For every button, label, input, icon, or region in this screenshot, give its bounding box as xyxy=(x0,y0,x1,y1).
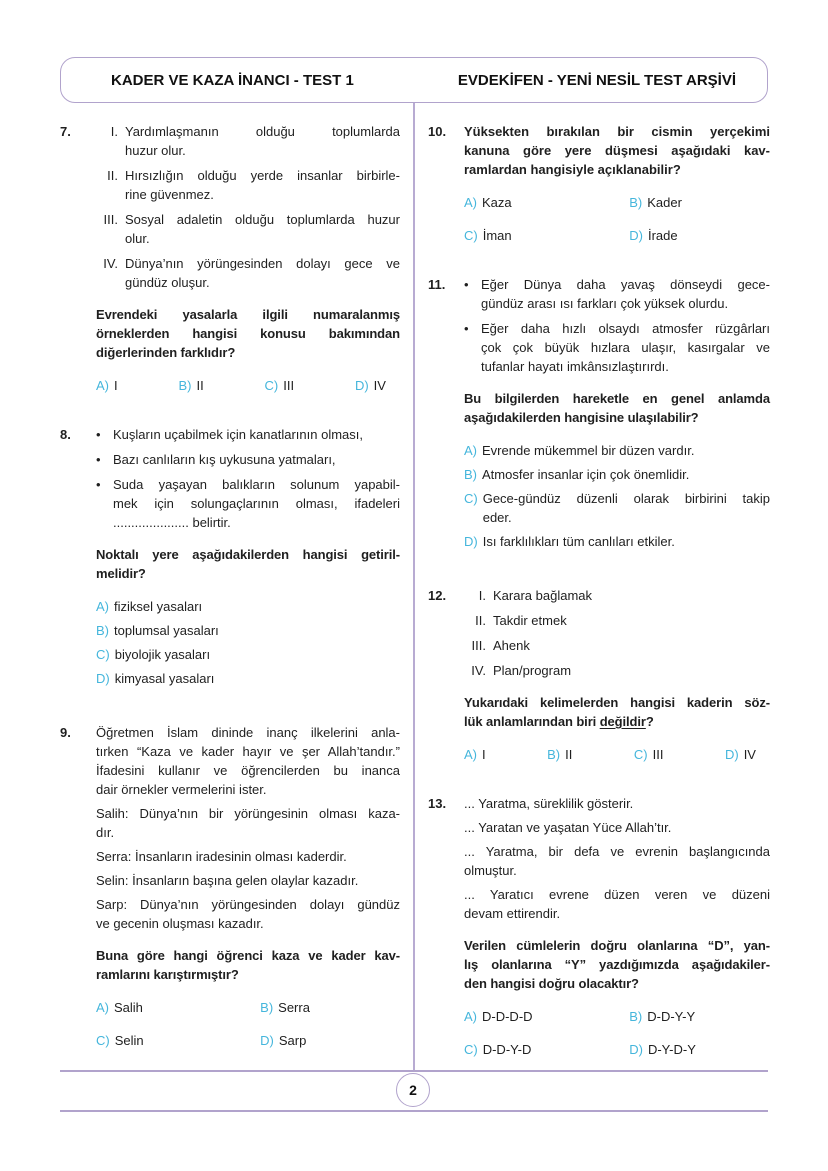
right-column xyxy=(428,122,770,1089)
option-letter: A) xyxy=(464,195,477,210)
option-text xyxy=(482,441,770,460)
text-line: I xyxy=(482,747,486,762)
option xyxy=(96,1031,260,1050)
text-line: I xyxy=(114,378,118,393)
text-line: ... Yaratma, süreklilik gösterir. xyxy=(464,796,634,811)
option-text xyxy=(114,998,260,1017)
bullet-marker: • xyxy=(96,477,101,492)
option-letter: C) xyxy=(264,378,279,393)
text-line: Takdir etmek xyxy=(493,613,567,628)
text-line: eder. xyxy=(482,510,512,525)
option-text xyxy=(114,597,400,616)
item-text xyxy=(493,661,770,680)
text-line: ... Yaratan ve yaşatan Yüce Allah’tır. xyxy=(464,820,672,835)
option-letter: A) xyxy=(464,443,477,458)
text-line: huzur olur. xyxy=(125,143,186,158)
option-letter: A) xyxy=(96,599,109,614)
question-body xyxy=(464,275,770,556)
option-text xyxy=(483,226,630,245)
option-letter: B) xyxy=(464,467,477,482)
option-text xyxy=(483,532,770,551)
text-line: dır. xyxy=(96,825,115,840)
option-text xyxy=(648,226,770,245)
option xyxy=(260,998,400,1017)
text-line: IV xyxy=(373,378,386,393)
text-line: rine güvenmez. xyxy=(125,187,214,202)
question-item xyxy=(464,661,770,680)
option-letter: B) xyxy=(178,378,192,393)
options xyxy=(96,597,400,688)
question-number: 13. xyxy=(428,796,447,811)
text-line: İman xyxy=(482,228,512,243)
option-letter: C) xyxy=(96,647,110,662)
option-text xyxy=(114,621,400,640)
option-letter: C) xyxy=(633,747,648,762)
item-marker: IV. xyxy=(471,663,486,678)
options xyxy=(96,376,400,395)
option-text xyxy=(196,376,203,395)
option xyxy=(629,193,770,212)
option-letter: B) xyxy=(96,623,109,638)
text-line: Sarp xyxy=(278,1033,307,1048)
option-text xyxy=(647,193,770,212)
question-body xyxy=(464,586,770,764)
bullet-marker: • xyxy=(464,321,469,336)
option-text xyxy=(648,1040,770,1059)
question-stem xyxy=(464,936,770,993)
question-item xyxy=(464,636,770,655)
text-line: Eğer Dünya daha yavaş dönseydi gece- xyxy=(481,277,770,292)
text-line: Kader xyxy=(647,195,682,210)
bullet-marker: • xyxy=(96,452,101,467)
bullet-marker: • xyxy=(96,427,101,442)
option-text xyxy=(482,1007,629,1026)
text-line: Serra: İnsanların iradesinin olması kaderdir. xyxy=(96,849,347,864)
question xyxy=(60,723,400,1050)
text-line: III xyxy=(652,747,664,762)
text-line: Hırsızlığın olduğu yerde insanlar birbirle- xyxy=(125,168,400,183)
question-number: 11. xyxy=(428,277,446,292)
option-text xyxy=(374,376,386,395)
option-text xyxy=(482,193,629,212)
option-text xyxy=(647,1007,770,1026)
text-line: D-D-D-D xyxy=(482,1009,533,1024)
options xyxy=(464,193,770,245)
text-line: Yüksekten bırakılan bir cismin yerçekimi xyxy=(464,124,770,139)
text-run: lük anlamlarından biri xyxy=(464,714,600,729)
option-text xyxy=(278,998,400,1017)
option-letter: A) xyxy=(96,1000,109,1015)
option-letter: D) xyxy=(629,228,643,243)
question-paragraph xyxy=(96,847,400,866)
text-line: Karara bağlamak xyxy=(493,588,592,603)
option-letter: D) xyxy=(464,534,478,549)
question xyxy=(428,586,770,764)
text-line: Yukarıdaki kelimelerden hangisi kaderin söz- xyxy=(464,695,770,710)
text-line: ... Yaratma, bir defa ve evrenin başlangıcında xyxy=(464,844,770,859)
question-paragraph xyxy=(464,794,770,813)
option xyxy=(464,532,770,551)
question xyxy=(60,122,400,395)
question-bullet xyxy=(96,450,400,469)
question-paragraph xyxy=(96,871,400,890)
option xyxy=(629,1007,770,1026)
text-line: çok çok büyük hızlara ulaşır, kasırgalar ve xyxy=(481,340,770,355)
option xyxy=(96,597,400,616)
item-text xyxy=(125,210,400,248)
option xyxy=(96,645,400,664)
footer-line-top xyxy=(60,1070,768,1072)
item-text xyxy=(493,611,770,630)
option xyxy=(355,376,386,395)
question-number: 7. xyxy=(60,124,71,139)
option xyxy=(629,1040,770,1059)
option xyxy=(464,1040,629,1059)
item-marker: I. xyxy=(110,124,118,139)
item-text xyxy=(125,122,400,160)
text-line: İfadesini kullanır ve öğrencilerden bu inanca xyxy=(96,763,400,778)
text-line: mek için solungaçlarının olması, ifadeleri xyxy=(113,496,400,511)
question-body xyxy=(96,723,400,1050)
option-text xyxy=(114,376,118,395)
option xyxy=(464,489,770,527)
text-line: Noktalı yere aşağıdakilerden hangisi getiril- xyxy=(96,547,400,562)
footer-line-bottom xyxy=(60,1110,768,1112)
option-text xyxy=(744,745,756,764)
page-number: 2 xyxy=(409,1082,417,1098)
option xyxy=(464,226,629,245)
item-text xyxy=(493,636,770,655)
option xyxy=(634,745,664,764)
item-text xyxy=(125,166,400,204)
text-line: Atmosfer insanlar için çok önemlidir. xyxy=(482,467,690,482)
question-item xyxy=(96,210,400,248)
option-letter: C) xyxy=(464,228,478,243)
text-line: den hangisi doğru olacaktır? xyxy=(464,976,639,991)
question-paragraph xyxy=(96,723,400,799)
option-text xyxy=(115,669,400,688)
question-number: 12. xyxy=(428,588,447,603)
text-line: Suda yaşayan balıkların solunum yapabil- xyxy=(113,477,400,492)
option-text xyxy=(115,645,400,664)
option xyxy=(464,745,486,764)
text-line: ve gecenin oluşması kazadır. xyxy=(96,916,264,931)
question-item xyxy=(96,122,400,160)
text-line: D-Y-D-Y xyxy=(647,1042,696,1057)
text-line: lış olanlarına “Y” yazdığımızda aşağıdakiler- xyxy=(464,957,770,972)
text-line: tırken “Kaza ve kader hayır ve şer Allah’tandır.” xyxy=(96,744,400,759)
option-letter: D) xyxy=(260,1033,274,1048)
text-line: Verilen cümlelerin doğru olanlarına “D”, yan- xyxy=(464,938,770,953)
option xyxy=(96,998,260,1017)
option xyxy=(96,669,400,688)
option xyxy=(265,376,295,395)
text-line: olmuştur. xyxy=(464,863,517,878)
text-line: dair örnekler vermelerini ister. xyxy=(96,782,267,797)
text-line: Sosyal adaletin olduğu toplumlarda huzur xyxy=(125,212,400,227)
question-bullet xyxy=(96,475,400,532)
text-line: Evrende mükemmel bir düzen vardır. xyxy=(482,443,695,458)
test-title: KADER VE KAZA İNANCI - TEST 1 xyxy=(111,71,354,89)
text-line: II xyxy=(196,378,204,393)
text-line: Kuşların uçabilmek için kanatlarının olması, xyxy=(113,427,364,442)
question-bullet xyxy=(464,275,770,313)
text-line: Evrendeki yasalarla ilgili numaralanmış xyxy=(96,307,400,322)
item-text xyxy=(481,319,770,376)
option-text xyxy=(283,376,294,395)
text-line: gündüz arası ısı farkları çok yüksek olurdu. xyxy=(481,296,729,311)
option-text xyxy=(279,1031,400,1050)
question-stem xyxy=(96,305,400,362)
question-paragraph xyxy=(464,842,770,880)
options xyxy=(464,441,770,551)
item-text xyxy=(125,254,400,292)
question-item xyxy=(464,611,770,630)
question-body xyxy=(464,794,770,1059)
option-text xyxy=(482,745,486,764)
text-line: Plan/program xyxy=(493,663,572,678)
options xyxy=(96,998,400,1050)
text-line: tufanlar hayatı imkânsızlaştırırdı. xyxy=(481,359,669,374)
question-stem xyxy=(96,946,400,984)
text-line: D-D-Y-Y xyxy=(647,1009,696,1024)
question-paragraph xyxy=(96,895,400,933)
question-paragraph xyxy=(464,122,770,179)
text-line: fiziksel yasaları xyxy=(114,599,203,614)
option-letter: D) xyxy=(354,378,369,393)
text-line: toplumsal yasaları xyxy=(114,623,219,638)
options xyxy=(464,745,770,764)
option-letter: D) xyxy=(96,671,110,686)
option-letter: D) xyxy=(629,1042,643,1057)
option-letter: C) xyxy=(464,491,478,506)
text-line: Selin: İnsanların başına gelen olaylar kazadır. xyxy=(96,873,359,888)
text-line: devam ettirendir. xyxy=(464,906,561,921)
option-letter: A) xyxy=(464,747,477,762)
text-line: Öğretmen İslam dininde inanç ilkelerini anla- xyxy=(96,725,400,740)
text-line: Yardımlaşmanın olduğu toplumlarda xyxy=(125,124,400,139)
item-marker: II. xyxy=(107,168,118,183)
text-line: Ahenk xyxy=(493,638,530,653)
text-line: Salih: Dünya’nın bir yörüngesinin olması kaza- xyxy=(96,806,400,821)
question-stem xyxy=(464,389,770,427)
option-text xyxy=(653,745,664,764)
question-body xyxy=(96,425,400,693)
header-box xyxy=(60,57,768,103)
option-letter: B) xyxy=(629,195,643,210)
item-text xyxy=(113,425,400,444)
item-text xyxy=(113,475,400,532)
text-line: Sarp: Dünya’nın yörüngesinden dolayı gündüz xyxy=(96,897,400,912)
question xyxy=(428,794,770,1059)
question-item xyxy=(464,586,770,605)
question-paragraph xyxy=(464,885,770,923)
text-line: diğerlerinden farklıdır? xyxy=(96,345,236,360)
option xyxy=(96,621,400,640)
option-letter: B) xyxy=(547,747,561,762)
bullet-marker: • xyxy=(464,277,469,292)
text-line: aşağıdakilerden hangisine ulaşılabilir? xyxy=(464,410,699,425)
option xyxy=(464,441,770,460)
option xyxy=(260,1031,400,1050)
text-line: melidir? xyxy=(96,566,146,581)
item-marker: III. xyxy=(103,212,118,227)
left-column xyxy=(60,122,400,1080)
text-line: gündüz oluşur. xyxy=(125,275,210,290)
option-text xyxy=(482,465,770,484)
option xyxy=(464,1007,629,1026)
question xyxy=(60,425,400,693)
item-marker: III. xyxy=(471,638,486,653)
question-bullet xyxy=(464,319,770,376)
text-line: kimyasal yasaları xyxy=(114,671,215,686)
text-line: olur. xyxy=(125,231,150,246)
option xyxy=(464,465,770,484)
text-line: ramlardan hangisiyle açıklanabilir? xyxy=(464,162,681,177)
option-letter: D) xyxy=(724,747,739,762)
option-text xyxy=(483,1040,630,1059)
text-line: ramlarını karıştırmıştır? xyxy=(96,967,239,982)
page-number-circle xyxy=(396,1073,430,1107)
text-line: Bu bilgilerden hareketle en genel anlamda xyxy=(464,391,770,406)
option-text xyxy=(565,745,572,764)
option xyxy=(178,376,203,395)
item-text xyxy=(481,275,770,313)
text-line: Isı farklılıkları tüm canlıları etkiler. xyxy=(482,534,675,549)
text-line: III xyxy=(283,378,295,393)
option-letter: B) xyxy=(260,1000,274,1015)
archive-title: EVDEKİFEN - YENİ NESİL TEST ARŞİVİ xyxy=(457,71,736,89)
question-stem xyxy=(96,545,400,583)
question-paragraph xyxy=(96,804,400,842)
option-letter: A) xyxy=(464,1009,477,1024)
text-line: Serra xyxy=(278,1000,310,1015)
text-line: IV xyxy=(743,747,756,762)
question xyxy=(428,275,770,556)
text-line: D-D-Y-D xyxy=(482,1042,532,1057)
text-line: örneklerden hangisi konusu bakımından xyxy=(96,326,400,341)
item-text xyxy=(493,586,770,605)
text-line: biyolojik yasaları xyxy=(114,647,211,662)
options xyxy=(464,1007,770,1059)
option xyxy=(464,193,629,212)
option xyxy=(547,745,572,764)
text-line: Gece-gündüz düzenli olarak birbirini takip xyxy=(482,491,770,506)
item-marker: II. xyxy=(475,613,486,628)
item-marker: I. xyxy=(478,588,486,603)
text-line: Kaza xyxy=(482,195,512,210)
text-line: Dünya’nın yörüngesinden dolayı gece ve xyxy=(125,256,400,271)
question-body xyxy=(464,122,770,245)
item-text xyxy=(113,450,400,469)
question-stem xyxy=(464,693,770,731)
question-paragraph xyxy=(464,818,770,837)
option-letter: C) xyxy=(464,1042,478,1057)
text-line: II xyxy=(565,747,573,762)
question-number: 9. xyxy=(60,725,71,740)
text-line xyxy=(464,712,770,731)
text-line: Salih xyxy=(114,1000,143,1015)
question-body xyxy=(96,122,400,395)
text-line: kanuna göre yere düşmesi aşağıdaki kav- xyxy=(464,143,770,158)
text-line: Eğer daha hızlı olsaydı atmosfer rüzgârları xyxy=(481,321,770,336)
option-letter: C) xyxy=(96,1033,110,1048)
question-number: 10. xyxy=(428,124,447,139)
text-line: ... Yaratıcı evrene düzen veren ve düzeni xyxy=(464,887,770,902)
option-letter: A) xyxy=(96,378,109,393)
question-item xyxy=(96,166,400,204)
item-marker: IV. xyxy=(103,256,118,271)
question-bullet xyxy=(96,425,400,444)
text-line: İrade xyxy=(647,228,678,243)
text-run: ? xyxy=(645,714,654,729)
text-line: Buna göre hangi öğrenci kaza ve kader kav- xyxy=(96,948,400,963)
text-line: Bazı canlıların kış uykusuna yatmaları, xyxy=(113,452,336,467)
text-line: ..................... belirtir. xyxy=(113,515,231,530)
column-divider xyxy=(413,103,415,1071)
option-letter: B) xyxy=(629,1009,643,1024)
option xyxy=(629,226,770,245)
option xyxy=(725,745,756,764)
text-run: değildir xyxy=(599,714,646,729)
question-number: 8. xyxy=(60,427,71,442)
option-text xyxy=(483,489,770,527)
question-item xyxy=(96,254,400,292)
option xyxy=(96,376,118,395)
question xyxy=(428,122,770,245)
text-line: Selin xyxy=(114,1033,144,1048)
option-text xyxy=(115,1031,260,1050)
